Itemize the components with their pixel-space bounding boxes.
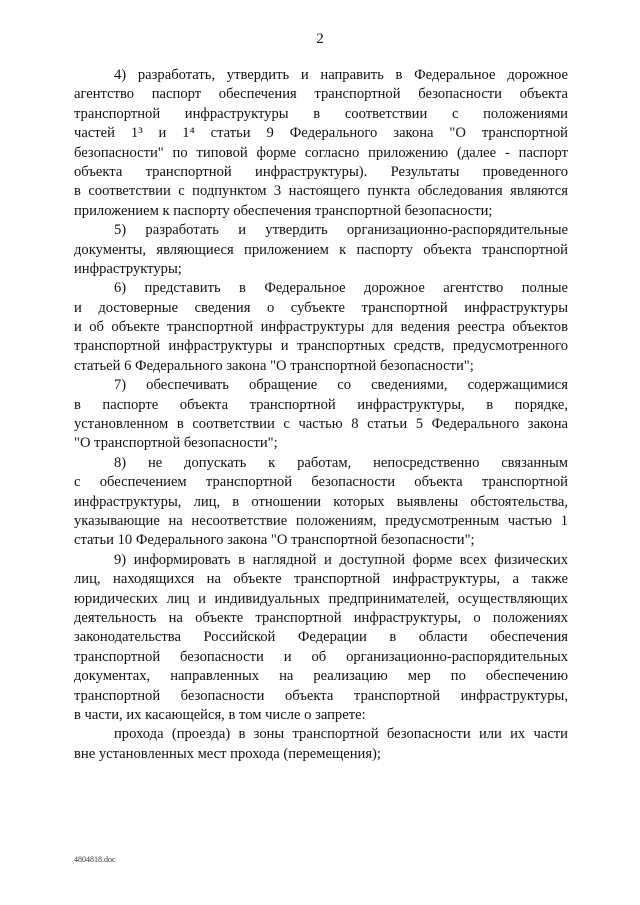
text-line: 8) не допускать к работам, непосредственно связанным — [114, 454, 568, 471]
page-number: 2 — [316, 31, 324, 47]
text-line: 6) представить в Федеральное дорожное агентство полные — [114, 280, 568, 297]
text-line: транспортной безопасности объекта транспортной инфраструктуры, — [74, 687, 568, 704]
text-line: агентство паспорт обеспечения транспортной безопасности объекта — [74, 86, 568, 103]
text-line: в части, их касающейся, в том числе о запрете: — [74, 706, 366, 723]
text-line: с обеспечением транспортной безопасности объекта транспортной — [74, 474, 568, 491]
text-line: 7) обеспечивать обращение со сведениями, содержащимися — [114, 377, 568, 394]
text-line: приложением к паспорту обеспечения транспортной безопасности; — [74, 202, 493, 219]
text-line: законодательства Российской Федерации в области обеспечения — [74, 629, 568, 646]
text-line: и об объекте транспортной инфраструктуры для ведения реестра объектов — [74, 319, 568, 336]
text-line: инфраструктуры, лиц, в отношении которых выявлены обстоятельства, — [74, 493, 568, 510]
text-line: статьи 10 Федерального закона "О транспортной безопасности"; — [74, 532, 475, 549]
text-line: 9) информировать в наглядной и доступной форме всех физических — [114, 551, 568, 568]
text-line: 4) разработать, утвердить и направить в Федеральное дорожное — [114, 67, 568, 83]
text-line: и достоверные сведения о субъекте транспортной инфраструктуры — [74, 299, 568, 316]
text-line: частей 1³ и 1⁴ статьи 9 Федерального закона "О транспортной — [74, 125, 568, 142]
text-line: 5) разработать и утвердить организационно-распорядительные — [114, 222, 568, 239]
text-line: "О транспортной безопасности"; — [74, 435, 278, 452]
text-line: указывающие на несоответствие положениям, предусмотренным частью 1 — [74, 512, 568, 529]
document-body — [74, 66, 568, 764]
text-line: документы, являющиеся приложением к паспорту объекта транспортной — [74, 241, 568, 258]
text-line: установленном в соответствии с частью 8 статьи 5 Федерального закона — [74, 416, 568, 433]
text-line: инфраструктуры; — [74, 260, 182, 277]
document-file-reference: 4804818.doc — [74, 855, 116, 864]
text-line: лиц, находящихся на объекте транспортной инфраструктуры, а также — [74, 571, 568, 588]
text-line: юридических лиц и индивидуальных предпринимателей, осуществляющих — [74, 590, 568, 607]
text-line: транспортной безопасности и об организационно-распорядительных — [74, 648, 568, 665]
text-line: транспортной инфраструктуры и транспортных средств, предусмотренного — [74, 338, 568, 355]
text-line: прохода (проезда) в зоны транспортной безопасности или их части — [114, 726, 568, 743]
text-line: транспортной инфраструктуры в соответствии с положениями — [74, 105, 568, 122]
text-line: в соответствии с подпунктом 3 настоящего пункта обследования являются — [74, 183, 568, 200]
text-line: в паспорте объекта транспортной инфраструктуры, в порядке, — [74, 396, 568, 413]
text-line: безопасности" по типовой форме согласно приложению (далее - паспорт — [74, 144, 568, 161]
text-line: документах, направленных на реализацию мер по обеспечению — [74, 668, 568, 685]
text-line: вне установленных мест прохода (перемещения); — [74, 745, 381, 762]
text-line: объекта транспортной инфраструктуры). Результаты проведенного — [74, 163, 568, 180]
text-line: статьей 6 Федерального закона "О транспортной безопасности"; — [74, 357, 474, 374]
text-line: деятельность на объекте транспортной инфраструктуры, о положениях — [74, 609, 568, 626]
